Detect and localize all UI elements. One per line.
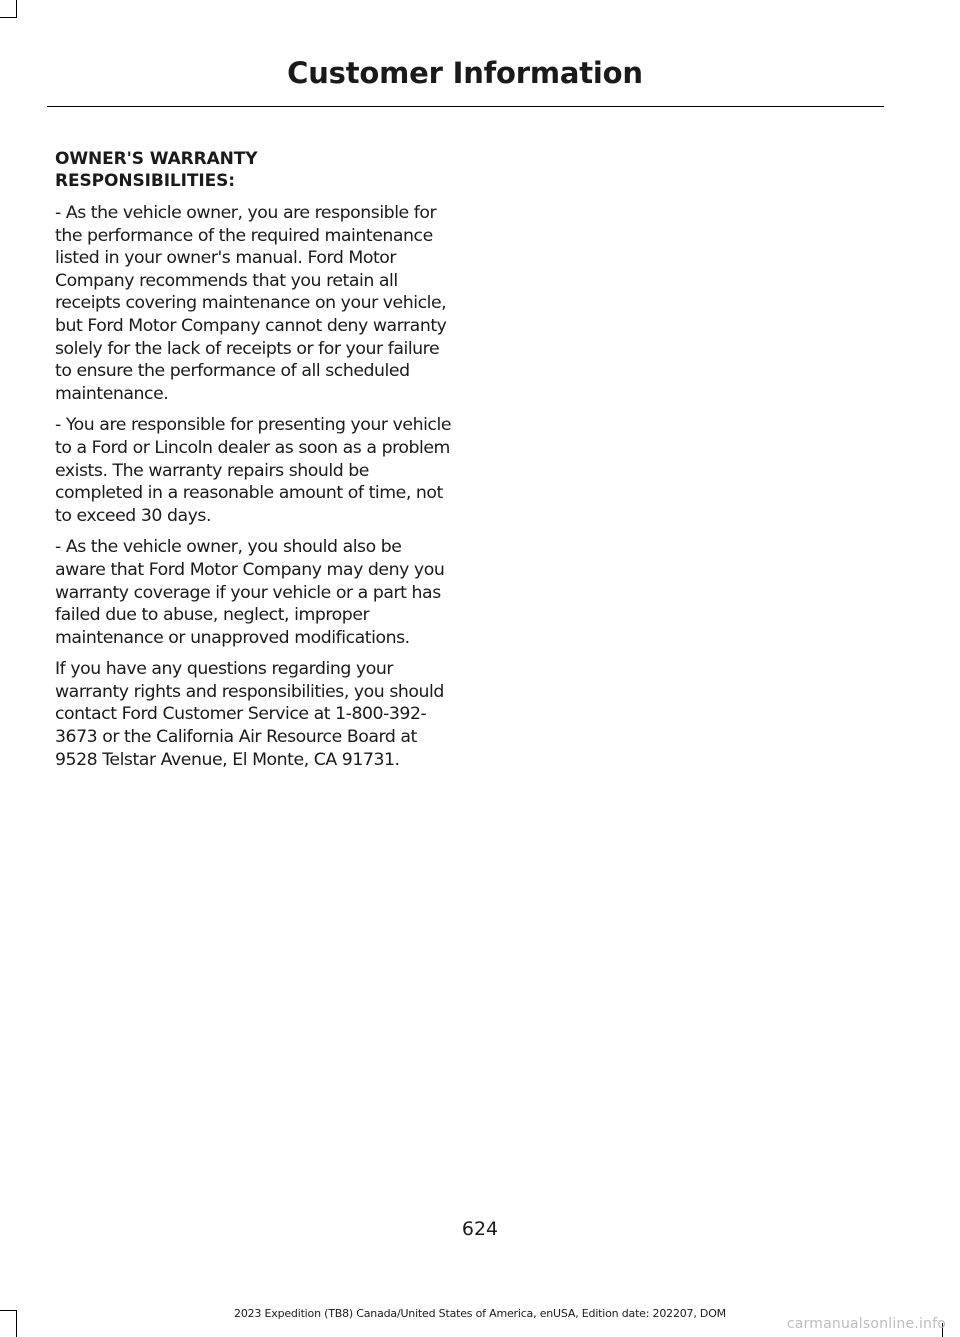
title-divider [47,106,884,107]
page-number: 624 [461,1218,499,1240]
paragraph-owner-maintenance: - As the vehicle owner, you are responsible for the performance of the required maintenance listed in your owner's manual. Ford Motor Company recommends that you retain all receipts covering maintenance on your vehicle, but Ford Motor Company cannot deny warranty solely for the lack of receipts or for your failure to ensure the performance of all scheduled maintenance. [55,203,447,404]
content-column [55,148,455,780]
section-heading: OWNER'S WARRANTY RESPONSIBILITIES: [55,149,258,191]
crop-mark-top-left-vertical [16,0,17,18]
page-title-text: Customer Information [287,56,643,90]
paragraph-dealer-presentation: - You are responsible for presenting your vehicle to a Ford or Lincoln dealer as soon as a problem exists. The warranty repairs should be completed in a reasonable amount of time, not to exceed 30 days. [55,415,452,526]
watermark: carmanualsonline.info [786,1316,946,1332]
paragraph-contact-info: If you have any questions regarding your warranty rights and responsibilities, you should contact Ford Customer Service at 1-800-392-3673 or the California Air Resource Board at 9528 Telstar Avenue, El Monte, CA 91731. [55,659,444,770]
page-title [0,56,960,90]
edition-footer: 2023 Expedition (TB8) Canada/United States of America, enUSA, Edition date: 202207, DOM [234,1307,726,1320]
paragraph-coverage-denial: - As the vehicle owner, you should also be aware that Ford Motor Company may deny you warranty coverage if your vehicle or a part has failed due to abuse, neglect, improper maintenance or unapproved modifications. [55,537,445,648]
crop-mark-top-left-horizontal [0,17,17,18]
